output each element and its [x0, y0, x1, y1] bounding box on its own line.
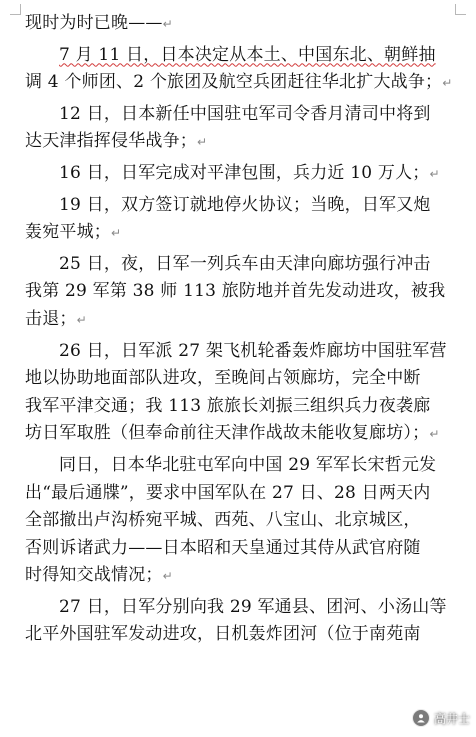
paragraph-mark-icon: ↵ [111, 226, 122, 241]
paragraph-line: 出“最后通牒”，要求中国军队在 27 日、28 日两天内 [25, 482, 431, 503]
paragraph-line: 12 日，日本新任中国驻屯军司令香月清司中将到 [59, 103, 431, 124]
page-corner-mark-top-left [10, 4, 21, 15]
paragraph-line: 北平外国驻军发动进攻，日机轰炸团河（位于南苑南 [25, 624, 421, 645]
paragraph[interactable] [25, 42, 465, 97]
paragraph-mark-icon: ↵ [162, 17, 173, 31]
person-silhouette-icon [412, 709, 430, 727]
paragraph-line: 16 日，日军完成对平津包围，兵力近 10 万人； [59, 162, 430, 183]
paragraph[interactable] [25, 452, 465, 590]
paragraph-line: 地以协助地面部队进攻，至晚间占领廊坊，完全中断 [25, 368, 421, 389]
paragraph-line: 7 月 11 日，日本决定从本土、中国东北、朝鲜抽 [59, 44, 436, 65]
paragraph-mark-icon: ↵ [162, 569, 173, 584]
paragraph-line: 击退； [25, 308, 77, 329]
paragraph[interactable] [25, 160, 465, 188]
paragraph-line: 27 日，日军分别向我 29 军通县、团河、小汤山等 [59, 596, 447, 617]
paragraph-line: 调 4 个师团、2 个旅团及航空兵团赶往华北扩大战争； [25, 72, 443, 93]
watermark [412, 709, 470, 727]
paragraph[interactable] [25, 594, 465, 649]
paragraph-mark-icon: ↵ [442, 76, 453, 91]
watermark-text: 高井士 [433, 711, 470, 726]
paragraph-line: 同日，日本华北驻屯军向中国 29 军军长宋哲元发 [59, 454, 437, 475]
paragraph[interactable] [25, 101, 465, 156]
paragraph-line: 现时为时已晚—— [25, 13, 163, 33]
document-body [25, 10, 465, 653]
paragraph-line: 19 日，双方签订就地停火协议；当晚，日军又炮 [59, 194, 431, 215]
paragraph-mark-icon: ↵ [76, 312, 87, 327]
paragraph-line: 轰宛平城； [25, 222, 111, 243]
paragraph[interactable] [25, 251, 465, 334]
paragraph-line: 26 日，日军派 27 架飞机轮番轰炸廊坊中国驻军营 [59, 340, 447, 361]
paragraph-line: 否则诉诸武力——日本昭和天皇通过其侍从武官府随 [25, 537, 421, 558]
paragraph-line: 坊日军取胜（但奉命前往天津作战故未能收复廊坊）； [25, 423, 430, 444]
paragraph-mark-icon: ↵ [429, 166, 440, 181]
paragraph-line: 时得知交战情况； [25, 565, 163, 586]
paragraph[interactable] [25, 338, 465, 448]
paragraph-line: 25 日，夜，日军一列兵车由天津向廊坊强行冲击 [59, 253, 431, 274]
paragraph-mark-icon: ↵ [197, 135, 208, 150]
paragraph-mark-icon: ↵ [429, 427, 440, 442]
paragraph-line: 我第 29 军第 38 师 113 旅防地并首先发动进攻，被我 [25, 281, 446, 302]
paragraph-line: 我军平津交通；我 113 旅旅长刘振三组织兵力夜袭廊 [25, 395, 431, 416]
paragraph[interactable] [25, 10, 465, 38]
paragraph[interactable] [25, 192, 465, 247]
paragraph-line: 达天津指挥侵华战争； [25, 131, 197, 152]
paragraph-line: 全部撤出卢沟桥宛平城、西苑、八宝山、北京城区， [25, 510, 421, 531]
